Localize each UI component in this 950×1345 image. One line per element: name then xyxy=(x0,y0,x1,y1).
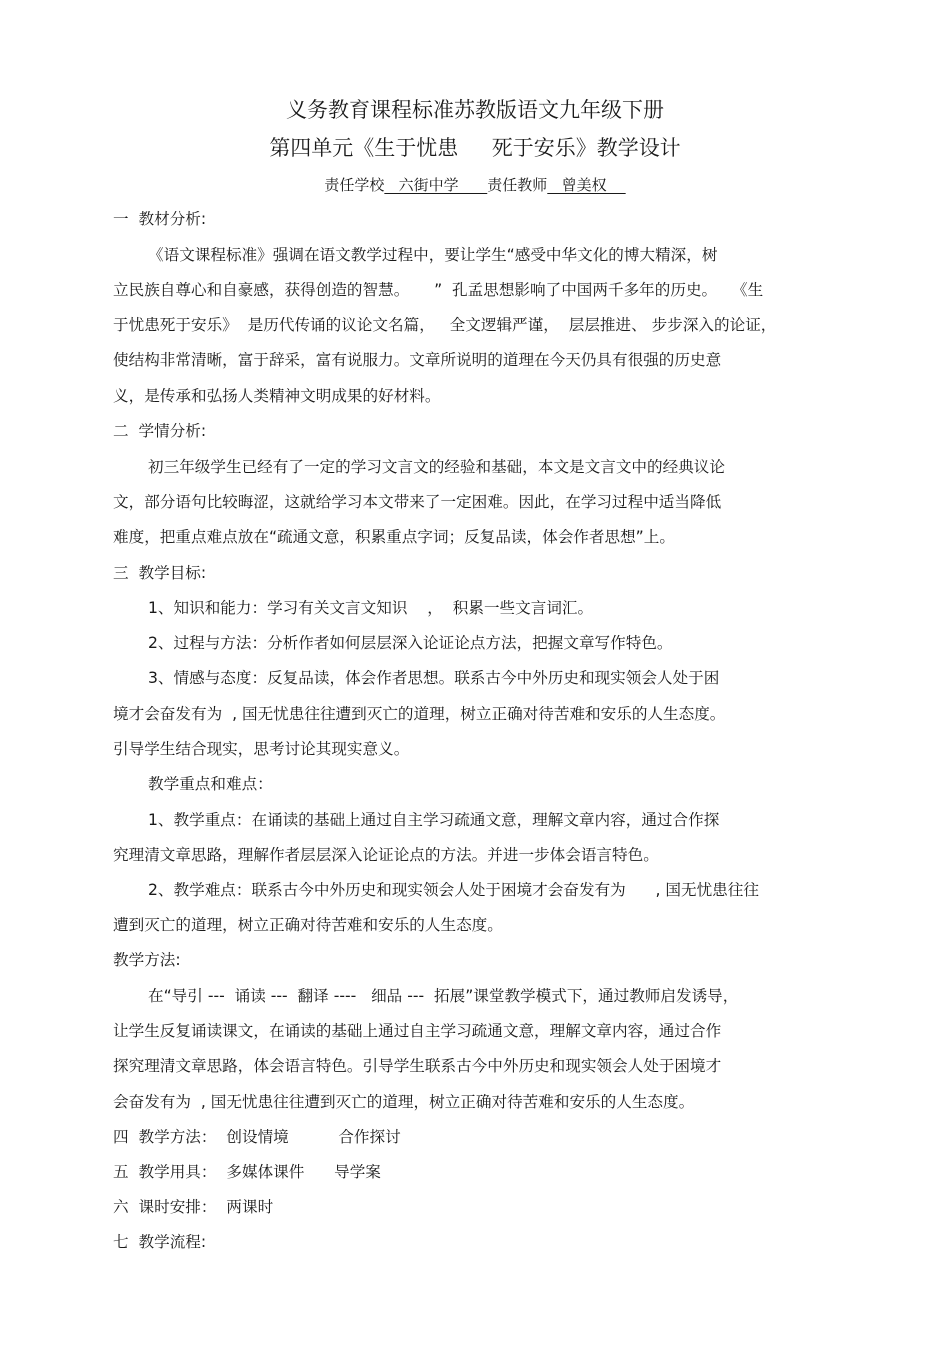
paragraph-line: 让学生反复诵读课文，在诵读的基础上通过自主学习疏通文意，理解文章内容，通过合作 xyxy=(113,1022,722,1040)
paragraph-line: 究理清文章思路，理解作者层层深入论证论点的方法。并进一步体会语言特色。 xyxy=(113,846,659,864)
paragraph-line: 义，是传承和弘扬人类精神文明成果的好材料。 xyxy=(113,387,441,405)
paragraph-line: 境才会奋发有为 , 国无忧患往往遭到灭亡的道理，树立正确对待苦难和安乐的人生态度。 xyxy=(113,705,726,723)
paragraph-line: 在“导引 --- 诵读 --- 翻译 ---- 细品 --- 拓展”课堂教学模式下，通过教师启发诱导， xyxy=(148,987,739,1005)
paragraph-line: 《语文课程标准》强调在语文教学过程中，要让学生“感受中华文化的博大精深，树 xyxy=(148,246,718,264)
paragraph-line: 于忧患死于安乐》 是历代传诵的议论文名篇， 全文逻辑严谨， 层层推进、 步步深入的论证， xyxy=(113,316,777,334)
list-item: 1、知识和能力：学习有关文言文知识 ， 积累一些文言词汇。 xyxy=(148,599,594,617)
section-heading: 六 课时安排： 两课时 xyxy=(113,1198,274,1216)
responsibility-line xyxy=(0,173,950,197)
paragraph-line: 遭到灭亡的道理，树立正确对待苦难和安乐的人生态度。 xyxy=(113,916,503,934)
subheading: 教学重点和难点： xyxy=(148,775,273,793)
paragraph-line: 文，部分语句比较晦涩，这就给学习本文带来了一定困难。因此，在学习过程中适当降低 xyxy=(113,493,722,511)
document-subtitle: 第四单元《生于忧患 死于安乐》教学设计 xyxy=(269,136,681,160)
document-title: 义务教育课程标准苏教版语文九年级下册 xyxy=(286,98,664,122)
teacher-value: 曾美权 xyxy=(547,176,626,194)
section-heading: 七 教学流程: xyxy=(113,1233,207,1251)
paragraph-line: 立民族自尊心和自豪感，获得创造的智慧。 ” 孔孟思想影响了中国两千多年的历史。 《生 xyxy=(113,281,764,299)
school-label: 责任学校 xyxy=(324,176,385,194)
section-heading: 五 教学用具： 多媒体课件 导学案 xyxy=(113,1163,381,1181)
paragraph-line: 会奋发有为 , 国无忧患往往遭到灭亡的道理，树立正确对待苦难和安乐的人生态度。 xyxy=(113,1093,695,1111)
school-value: 六街中学 xyxy=(384,176,488,194)
list-item: 1、教学重点：在诵读的基础上通过自主学习疏通文意，理解文章内容，通过合作探 xyxy=(148,811,720,829)
paragraph-line: 初三年级学生已经有了一定的学习文言文的经验和基础，本文是文言文中的经典议论 xyxy=(148,458,725,476)
paragraph-line: 探究理清文章思路，体会语言特色。引导学生联系古今中外历史和现实领会人处于困境才 xyxy=(113,1057,722,1075)
paragraph-line: 引导学生结合现实，思考讨论其现实意义。 xyxy=(113,740,410,758)
paragraph-line: 难度，把重点难点放在“疏通文意，积累重点字词；反复品读，体会作者思想”上。 xyxy=(113,528,675,546)
list-item: 2、教学难点：联系古今中外历史和现实领会人处于困境才会奋发有为 , 国无忧患往往 xyxy=(148,881,759,899)
subheading: 教学方法: xyxy=(113,951,181,969)
list-item: 2、过程与方法：分析作者如何层层深入论证论点方法，把握文章写作特色。 xyxy=(148,634,673,652)
section-heading: 一 教材分析: xyxy=(113,210,207,228)
list-item: 3、情感与态度：反复品读，体会作者思想。联系古今中外历史和现实领会人处于困 xyxy=(148,669,720,687)
teacher-label: 责任教师 xyxy=(487,176,548,194)
paragraph-line: 使结构非常清晰，富于辞采，富有说服力。文章所说明的道理在今天仍具有很强的历史意 xyxy=(113,351,722,369)
section-heading: 三 教学目标: xyxy=(113,564,207,582)
section-heading: 四 教学方法： 创设情境 合作探讨 xyxy=(113,1128,401,1146)
section-heading: 二 学情分析: xyxy=(113,422,207,440)
